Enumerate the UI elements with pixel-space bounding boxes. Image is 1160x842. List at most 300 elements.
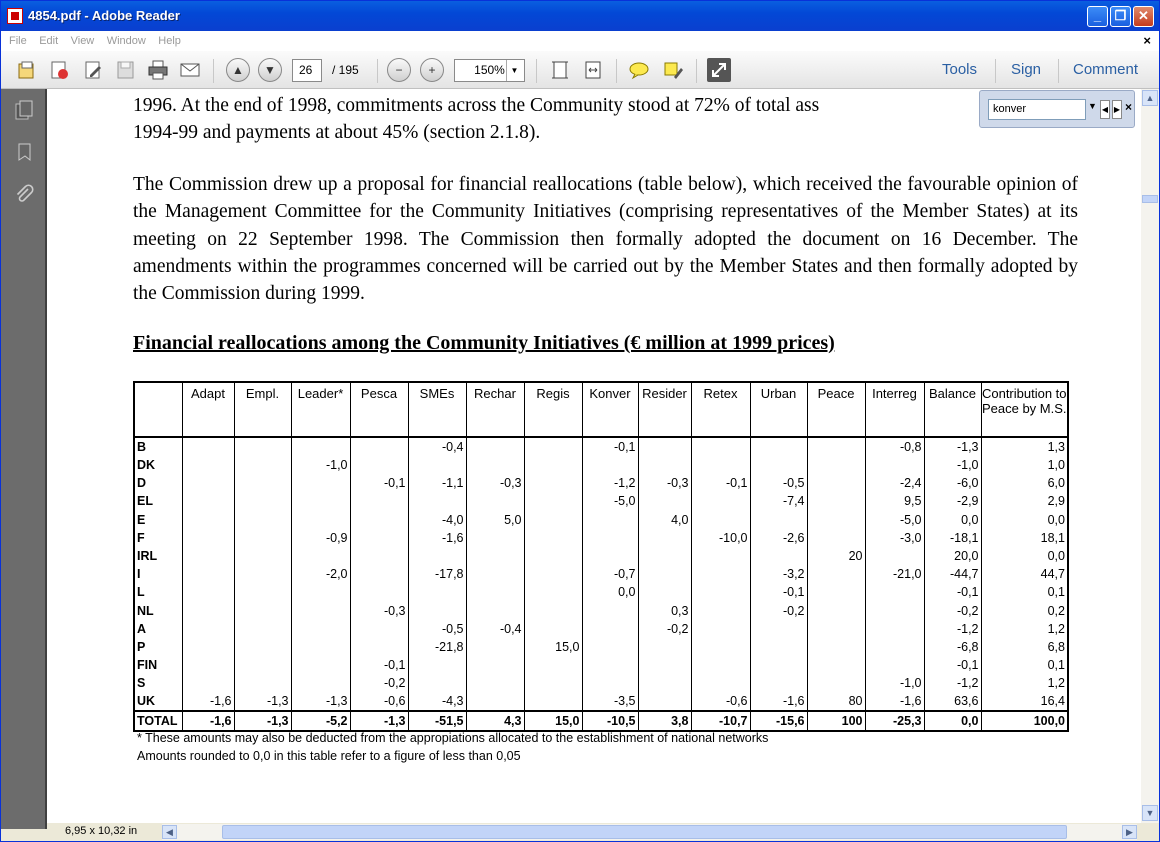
table-cell [638,492,691,510]
table-row [134,437,1068,456]
table-cell [291,437,350,456]
table-cell: -1,0 [924,456,981,474]
table-cell [807,656,865,674]
table-cell: -10,0 [691,529,750,547]
table-cell [291,656,350,674]
print-icon[interactable] [146,58,170,82]
table-cell: 2,9 [981,492,1068,510]
attachments-icon[interactable] [11,181,37,207]
table-cell [524,565,582,583]
table-cell: -0,1 [350,656,408,674]
row-label: DK [134,456,182,474]
table-cell [350,529,408,547]
table-cell: -0,1 [924,583,981,601]
title-bar [1,1,1159,31]
table-cell [408,547,466,565]
reallocation-table [133,381,1069,732]
column-header: Resider [638,382,691,437]
paragraph-1-line-1: 1996. At the end of 1998, commitments across the Community stood at 72% of total ass [133,95,820,116]
menu-view[interactable]: View [70,35,95,47]
table-cell: -3,2 [750,565,807,583]
table-cell [234,638,291,656]
table-cell [291,492,350,510]
table-cell [408,656,466,674]
table-cell [524,656,582,674]
table-cell: -1,6 [750,692,807,711]
table-cell: -0,3 [350,602,408,620]
table-cell [582,456,638,474]
row-label: B [134,437,182,456]
find-dropdown-icon[interactable]: ▼ [1088,101,1097,111]
table-cell: -21,8 [408,638,466,656]
table-cell: -15,6 [750,711,807,731]
menu-bar [1,31,1159,51]
zoom-out-icon[interactable]: − [387,58,411,82]
table-row [134,583,1068,601]
fit-page-icon[interactable] [548,58,572,82]
table-cell [865,547,924,565]
table-cell [234,529,291,547]
document-page [47,89,1141,823]
row-label: F [134,529,182,547]
sign-link[interactable]: Sign [1011,61,1042,78]
table-cell [234,583,291,601]
table-cell [182,583,234,601]
table-cell [524,529,582,547]
next-page-icon[interactable]: ▼ [258,58,282,82]
toolbar-separator [377,59,378,83]
table-cell [691,492,750,510]
column-header: Adapt [182,382,234,437]
table-cell: -7,4 [750,492,807,510]
table-cell [524,474,582,492]
table-cell: 0,2 [981,602,1068,620]
table-cell [466,565,524,583]
table-row [134,602,1068,620]
table-row [134,511,1068,529]
table-cell [691,674,750,692]
table-cell: 6,0 [981,474,1068,492]
table-cell [182,565,234,583]
table-cell: 4,3 [466,711,524,731]
scroll-up-icon[interactable]: ▲ [1142,90,1158,106]
row-label: P [134,638,182,656]
table-cell [582,511,638,529]
table-cell: -0,2 [638,620,691,638]
table-cell [182,492,234,510]
row-label: EL [134,492,182,510]
table-cell [865,583,924,601]
horizontal-scroll-thumb[interactable] [222,825,1067,839]
table-cell: -0,6 [691,692,750,711]
table-cell: -0,5 [750,474,807,492]
close-window-button[interactable]: ✕ [1133,6,1154,27]
column-header: SMEs [408,382,466,437]
table-cell [182,437,234,456]
table-cell [408,456,466,474]
table-cell: 1,2 [981,620,1068,638]
table-cell [807,437,865,456]
table-cell [182,638,234,656]
zoom-value: 150% [474,63,505,77]
table-cell: 0,0 [981,547,1068,565]
create-pdf-icon[interactable] [47,58,71,82]
table-cell [234,565,291,583]
table-cell [182,456,234,474]
close-document-icon[interactable]: × [1143,33,1151,48]
table-cell: -0,1 [924,656,981,674]
table-cell: -10,7 [691,711,750,731]
table-cell [524,511,582,529]
table-row [134,692,1068,711]
table-row [134,492,1068,510]
table-cell: -0,3 [638,474,691,492]
table-cell [582,638,638,656]
table-cell: 6,8 [981,638,1068,656]
table-cell [750,547,807,565]
table-cell: 0,1 [981,656,1068,674]
find-close-icon[interactable]: × [1125,100,1133,114]
table-cell [638,529,691,547]
toolbar-separator [536,59,537,83]
row-label: UK [134,692,182,711]
vertical-scrollbar[interactable] [1141,89,1159,823]
page-thumbnails-icon[interactable] [11,97,37,123]
minimize-button[interactable]: _ [1087,6,1108,27]
column-header: Urban [750,382,807,437]
column-header: Contribution to Peace by M.S. [981,382,1068,437]
expand-icon[interactable] [707,58,731,82]
previous-page-icon[interactable]: ▲ [226,58,250,82]
table-cell [350,620,408,638]
table-cell [638,638,691,656]
table-cell: -0,8 [865,437,924,456]
table-cell: 9,5 [865,492,924,510]
table-cell [582,620,638,638]
table-cell: 20 [807,547,865,565]
scroll-left-icon[interactable]: ◀ [162,825,177,839]
table-cell: -2,0 [291,565,350,583]
toolbar-separator [1058,59,1059,83]
email-icon[interactable] [178,58,202,82]
table-cell [350,511,408,529]
table-cell: -0,2 [924,602,981,620]
table-cell: -0,6 [350,692,408,711]
table-cell: -1,3 [234,711,291,731]
table-cell [638,674,691,692]
column-header: Peace [807,382,865,437]
maximize-button[interactable]: ❐ [1110,6,1131,27]
table-row [134,456,1068,474]
table-total-row [134,711,1068,731]
table-cell [691,511,750,529]
table-body [134,437,1068,731]
paragraph-2: The Commission drew up a proposal for financial reallocations (table below), which received the favourable opinion of the Management Committee for the Community Initiatives (comprising representatives of the Member States) at its meeting on 22 September 1998. The Commission then formally adopted the document on 16 December. The amendments within the programmes concerned will be carried out by the Member States and then formally adopted by the Commission during 1999. [133,174,1078,305]
table-row [134,547,1068,565]
highlight-text-icon[interactable] [661,58,685,82]
table-cell [182,547,234,565]
table-row [134,529,1068,547]
table-cell: -1,0 [865,674,924,692]
table-cell: -5,0 [582,492,638,510]
table-cell [350,437,408,456]
zoom-select[interactable] [454,59,525,82]
table-cell: 0,0 [981,511,1068,529]
table-cell: -1,6 [182,711,234,731]
menu-file[interactable]: File [9,35,27,47]
row-label: L [134,583,182,601]
window-title: 4854.pdf - Adobe Reader [28,8,180,23]
menu-edit[interactable]: Edit [39,35,59,47]
table-cell: 16,4 [981,692,1068,711]
table-cell [865,656,924,674]
table-cell [182,656,234,674]
table-cell: -0,1 [750,583,807,601]
scroll-thumb[interactable] [1142,195,1158,203]
column-header: Balance [924,382,981,437]
table-cell [182,529,234,547]
table-row [134,620,1068,638]
table-cell [691,456,750,474]
toolbar-separator [616,59,617,83]
table-cell [524,602,582,620]
table-cell [466,692,524,711]
table-heading: Financial reallocations among the Community Initiatives (€ million at 1999 prices) [133,332,835,354]
table-cell: -44,7 [924,565,981,583]
table-cell [466,529,524,547]
table-cell: -5,2 [291,711,350,731]
table-cell: -1,6 [408,529,466,547]
table-row [134,565,1068,583]
table-cell: -0,2 [350,674,408,692]
table-cell [807,638,865,656]
table-cell [807,602,865,620]
table-cell [291,474,350,492]
open-file-icon[interactable] [15,58,39,82]
table-cell [234,547,291,565]
column-header: Leader* [291,382,350,437]
table-cell: 5,0 [466,511,524,529]
table-cell: 18,1 [981,529,1068,547]
table-cell: -1,1 [408,474,466,492]
column-header: Interreg [865,382,924,437]
table-cell: 0,3 [638,602,691,620]
row-label: A [134,620,182,638]
page-number-input[interactable]: 26 [292,59,322,82]
table-cell: -6,8 [924,638,981,656]
table-cell [466,456,524,474]
table-cell: 63,6 [924,692,981,711]
table-cell: 0,0 [582,583,638,601]
footnote-1: * These amounts may also be deducted from the appropiations allocated to the establishment of national networks [137,731,769,745]
toolbar-separator [995,59,996,83]
table-cell [691,638,750,656]
table-cell [865,638,924,656]
table-cell [750,620,807,638]
table-cell [638,547,691,565]
table-cell [291,620,350,638]
column-header: Empl. [234,382,291,437]
table-cell: 3,8 [638,711,691,731]
edit-icon[interactable] [81,58,105,82]
table-cell [807,674,865,692]
table-cell [524,492,582,510]
page-total-label: / 195 [332,63,359,77]
find-previous-icon[interactable]: ◀ [1100,100,1110,119]
table-cell [807,620,865,638]
sticky-note-icon[interactable] [627,58,651,82]
table-cell: -0,4 [408,437,466,456]
table-row [134,474,1068,492]
table-cell [350,583,408,601]
table-cell: 100 [807,711,865,731]
table-cell [408,602,466,620]
table-cell: 15,0 [524,711,582,731]
table-cell: 4,0 [638,511,691,529]
save-icon[interactable] [113,58,137,82]
find-bar [979,90,1135,128]
find-next-icon[interactable]: ▶ [1112,100,1122,119]
table-cell [466,583,524,601]
toolbar [1,51,1159,89]
table-cell [291,547,350,565]
table-cell: -0,4 [466,620,524,638]
comment-link[interactable]: Comment [1073,61,1139,78]
table-cell: 1,2 [981,674,1068,692]
table-cell [750,674,807,692]
table-cell: 44,7 [981,565,1068,583]
table-cell [466,638,524,656]
table-cell [807,583,865,601]
table-cell [638,692,691,711]
column-header: Regis [524,382,582,437]
table-cell: -1,3 [924,437,981,456]
table-cell [182,474,234,492]
table-cell: -0,2 [750,602,807,620]
table-cell [807,511,865,529]
table-cell [691,565,750,583]
table-cell [638,565,691,583]
table-cell: -1,3 [234,692,291,711]
row-label: D [134,474,182,492]
navigation-panel [1,89,47,829]
row-label: FIN [134,656,182,674]
table-cell [582,656,638,674]
column-header [134,382,182,437]
table-cell [865,620,924,638]
column-header: Pesca [350,382,408,437]
column-header: Konver [582,382,638,437]
table-cell: -51,5 [408,711,466,731]
table-cell [182,620,234,638]
row-label: I [134,565,182,583]
table-cell [408,674,466,692]
paragraph-1-line-2: 1994-99 and payments at about 45% (section 2.1.8). [133,122,541,143]
table-cell: -1,2 [582,474,638,492]
table-cell [350,456,408,474]
row-label: IRL [134,547,182,565]
table-cell: -1,3 [350,711,408,731]
table-cell: 0,0 [924,511,981,529]
table-cell: -17,8 [408,565,466,583]
table-cell [182,511,234,529]
table-cell: -3,0 [865,529,924,547]
table-cell: -25,3 [865,711,924,731]
table-cell [466,602,524,620]
table-cell: -18,1 [924,529,981,547]
table-row [134,638,1068,656]
row-label: TOTAL [134,711,182,731]
table-cell: -1,0 [291,456,350,474]
table-cell [350,547,408,565]
table-cell [466,437,524,456]
table-cell: 1,0 [981,456,1068,474]
scroll-right-icon[interactable]: ▶ [1122,825,1137,839]
table-cell [234,456,291,474]
table-cell: -0,3 [466,474,524,492]
table-cell [750,437,807,456]
table-cell: 0,1 [981,583,1068,601]
table-cell [234,602,291,620]
bookmarks-icon[interactable] [11,139,37,165]
zoom-in-icon[interactable]: + [420,58,444,82]
table-cell [524,547,582,565]
table-cell [582,529,638,547]
table-cell [807,529,865,547]
row-label: S [134,674,182,692]
column-header: Rechar [466,382,524,437]
table-cell [350,638,408,656]
table-cell [234,492,291,510]
table-cell: -2,9 [924,492,981,510]
table-cell [234,674,291,692]
table-cell [466,674,524,692]
table-cell [408,492,466,510]
table-cell: -6,0 [924,474,981,492]
table-cell [524,620,582,638]
table-cell [691,583,750,601]
table-cell [524,674,582,692]
horizontal-scrollbar[interactable] [162,824,1137,840]
table-cell [234,511,291,529]
table-cell [291,674,350,692]
chevron-down-icon[interactable]: ▼ [506,60,522,81]
fit-width-icon[interactable] [581,58,605,82]
table-cell [750,656,807,674]
table-row [134,656,1068,674]
table-cell: -0,1 [350,474,408,492]
table-cell [638,437,691,456]
table-cell [691,437,750,456]
tools-link[interactable]: Tools [942,61,978,78]
table-row [134,674,1068,692]
scroll-down-icon[interactable]: ▼ [1142,805,1158,821]
table-cell [865,602,924,620]
toolbar-separator [696,59,697,83]
table-cell [807,492,865,510]
menu-window[interactable]: Window [106,35,146,47]
table-cell: -1,2 [924,620,981,638]
table-cell [582,674,638,692]
table-cell [691,547,750,565]
page-size-label: 6,95 x 10,32 in [65,825,138,837]
table-cell: -2,4 [865,474,924,492]
table-cell [182,674,234,692]
find-input[interactable]: konver [988,99,1086,120]
table-cell [350,565,408,583]
menu-help[interactable]: Help [158,35,181,47]
table-cell [234,656,291,674]
